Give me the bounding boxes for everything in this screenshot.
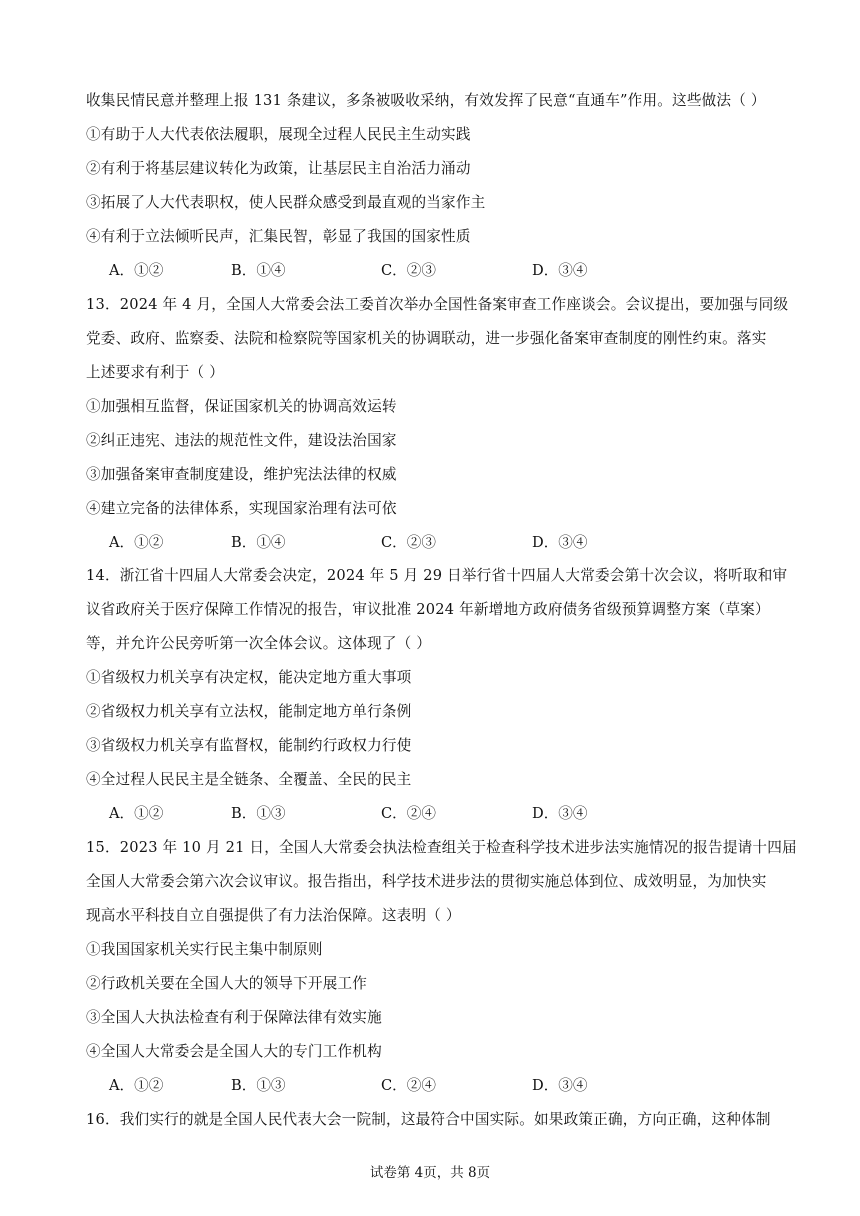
- option-d[interactable]: D．③④: [532, 1077, 588, 1094]
- statement-2: ②行政机关要在全国人大的领导下开展工作: [86, 975, 368, 992]
- option-c[interactable]: C．②③: [381, 262, 436, 279]
- option-d[interactable]: D．③④: [532, 534, 588, 551]
- page-footer: 试卷第 4页，共 8页: [369, 1165, 491, 1181]
- option-b[interactable]: B．①④: [231, 534, 286, 551]
- question-stem-line: 15．2023 年 10 月 21 日，全国人大常委会执法检查组关于检查科学技术进步法实施情况的报告提请十四届: [86, 839, 797, 856]
- option-a[interactable]: A．①②: [109, 534, 164, 551]
- statement-2: ②省级权力机关享有立法权，能制定地方单行条例: [86, 703, 412, 720]
- statement-4: ④全过程人民民主是全链条、全覆盖、全民的民主: [86, 771, 412, 788]
- question-stem-line: 收集民情民意并整理上报 131 条建议，多条被吸收采纳，有效发挥了民意“直通车”作用。这些做法（ ）: [86, 92, 766, 109]
- option-c[interactable]: C．②④: [381, 1077, 436, 1094]
- statement-1: ①有助于人大代表依法履职，展现全过程人民民主生动实践: [86, 126, 471, 143]
- answer-options: [109, 533, 709, 553]
- option-b[interactable]: B．①④: [231, 262, 286, 279]
- statement-4: ④建立完备的法律体系，实现国家治理有法可依: [86, 500, 397, 517]
- option-b[interactable]: B．①③: [231, 1077, 286, 1094]
- question-stem-line: 14．浙江省十四届人大常委会决定，2024 年 5 月 29 日举行省十四届人大常委会第十次会议，将听取和审: [86, 567, 788, 584]
- option-a[interactable]: A．①②: [109, 805, 164, 822]
- answer-options: [109, 1076, 709, 1096]
- question-stem-line: 13．2024 年 4 月，全国人大常委会法工委首次举办全国性备案审查工作座谈会。会议提出，要加强与同级: [86, 296, 789, 313]
- question-stem-line: 全国人大常委会第六次会议审议。报告指出，科学技术进步法的贯彻实施总体到位、成效明显，为加快实: [86, 873, 767, 890]
- statement-2: ②有利于将基层建议转化为政策，让基层民主自治活力涌动: [86, 160, 471, 177]
- statement-4: ④有利于立法倾听民声，汇集民智，彰显了我国的国家性质: [86, 228, 471, 245]
- statement-1: ①省级权力机关享有决定权，能决定地方重大事项: [86, 669, 412, 686]
- option-a[interactable]: A．①②: [109, 262, 164, 279]
- statement-4: ④全国人大常委会是全国人大的专门工作机构: [86, 1043, 382, 1060]
- statement-3: ③加强备案审查制度建设，维护宪法法律的权威: [86, 466, 397, 483]
- statement-3: ③全国人大执法检查有利于保障法律有效实施: [86, 1009, 382, 1026]
- statement-1: ①我国国家机关实行民主集中制原则: [86, 941, 323, 958]
- option-d[interactable]: D．③④: [532, 805, 588, 822]
- option-b[interactable]: B．①③: [231, 805, 286, 822]
- question-stem-line: 16．我们实行的就是全国人民代表大会一院制，这最符合中国实际。如果政策正确，方向正确，这种体制: [86, 1111, 771, 1128]
- question-stem-line: 上述要求有利于（ ）: [86, 364, 224, 381]
- question-stem-line: 现高水平科技自立自强提供了有力法治保障。这表明（ ）: [86, 907, 461, 924]
- question-stem-line: 党委、政府、监察委、法院和检察院等国家机关的协调联动，进一步强化备案审查制度的刚性约束。落实: [86, 330, 767, 347]
- option-c[interactable]: C．②③: [381, 534, 436, 551]
- statement-1: ①加强相互监督，保证国家机关的协调高效运转: [86, 398, 397, 415]
- statement-2: ②纠正违宪、违法的规范性文件，建设法治国家: [86, 432, 397, 449]
- option-c[interactable]: C．②④: [381, 805, 436, 822]
- statement-3: ③拓展了人大代表职权，使人民群众感受到最直观的当家作主: [86, 194, 486, 211]
- option-a[interactable]: A．①②: [109, 1077, 164, 1094]
- statement-3: ③省级权力机关享有监督权，能制约行政权力行使: [86, 737, 412, 754]
- answer-options: [109, 804, 709, 824]
- option-d[interactable]: D．③④: [532, 262, 588, 279]
- answer-options: [109, 261, 709, 281]
- question-stem-line: 等，并允许公民旁听第一次全体会议。这体现了（ ）: [86, 635, 432, 652]
- question-stem-line: 议省政府关于医疗保障工作情况的报告，审议批准 2024 年新增地方政府债务省级预算调整方案（草案）: [86, 601, 770, 618]
